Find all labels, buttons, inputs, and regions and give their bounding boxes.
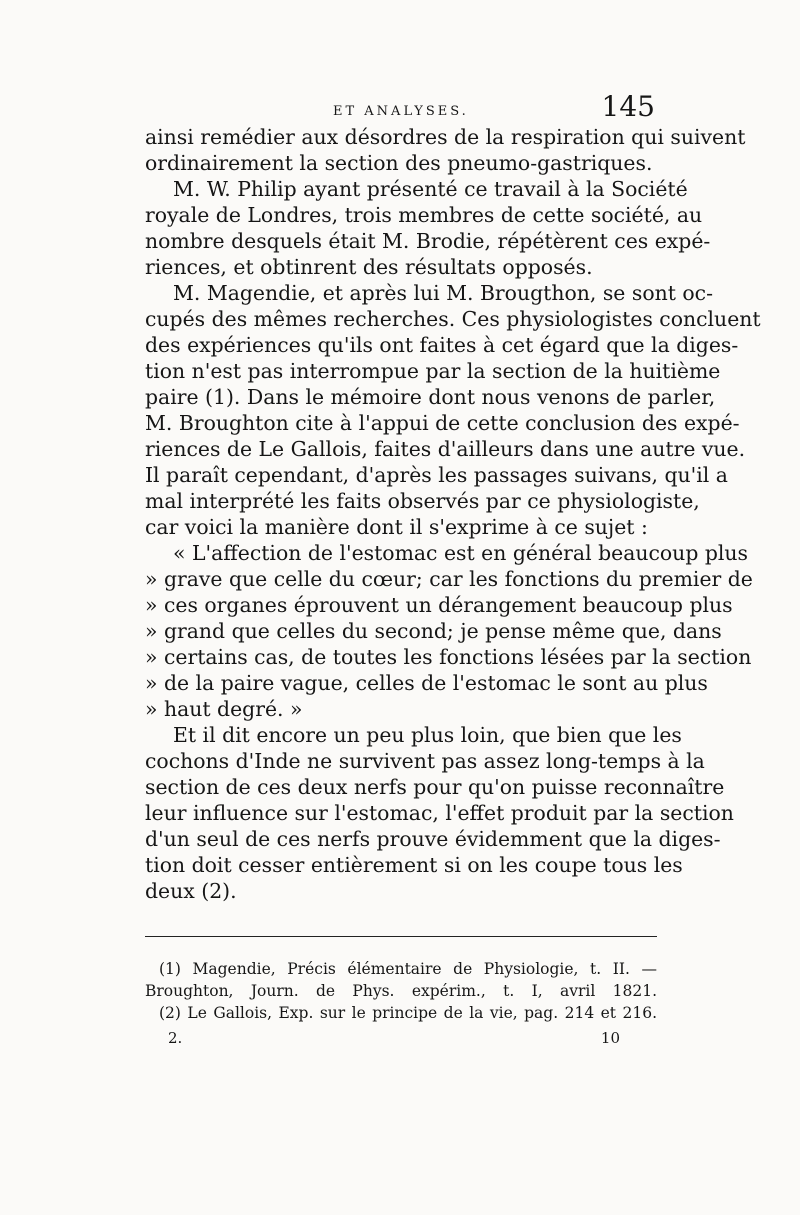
footnote-divider bbox=[145, 936, 657, 937]
quote-line: » certains cas, de toutes les fonctions lésées par la section bbox=[145, 645, 752, 669]
text-line: deux (2). bbox=[145, 879, 237, 903]
signature-mark: 2. bbox=[168, 1029, 183, 1047]
text-line: cochons d'Inde ne survivent pas assez long-temps à la bbox=[145, 749, 705, 773]
footnote-line: (1) Magendie, Précis élémentaire de Physiologie, t. II. — bbox=[159, 960, 657, 978]
text-line: leur influence sur l'estomac, l'effet produit par la section bbox=[145, 801, 734, 825]
footnotes bbox=[145, 958, 657, 1024]
text-line: M. Magendie, et après lui M. Brougthon, se sont oc- bbox=[173, 281, 713, 305]
text-line: ainsi remédier aux désordres de la respiration qui suivent bbox=[145, 125, 746, 149]
text-line: Il paraît cependant, d'après les passages suivans, qu'il a bbox=[145, 463, 728, 487]
text-line: section de ces deux nerfs pour qu'on puisse reconnaître bbox=[145, 775, 725, 799]
running-title: ET ANALYSES. bbox=[333, 104, 469, 119]
text-line: riences, et obtinrent des résultats opposés. bbox=[145, 255, 593, 279]
text-line: riences de Le Gallois, faites d'ailleurs dans une autre vue. bbox=[145, 437, 746, 461]
signature-page: 10 bbox=[600, 1029, 620, 1047]
page-number: 145 bbox=[601, 90, 655, 123]
quote-line: » grand que celles du second; je pense même que, dans bbox=[145, 619, 722, 643]
quote-line: » grave que celle du cœur; car les fonctions du premier de bbox=[145, 567, 753, 591]
body-text bbox=[145, 124, 761, 904]
text-line: cupés des mêmes recherches. Ces physiologistes concluent bbox=[145, 307, 761, 331]
text-line: ordinairement la section des pneumo-gastriques. bbox=[145, 151, 653, 175]
footnote-line: Broughton, Journ. de Phys. expérim., t. I, avril 1821. bbox=[145, 982, 657, 1000]
text-line: mal interprété les faits observés par ce physiologiste, bbox=[145, 489, 700, 513]
text-line: tion n'est pas interrompue par la section de la huitième bbox=[145, 359, 721, 383]
text-line: nombre desquels était M. Brodie, répétèrent ces expé- bbox=[145, 229, 711, 253]
footnote-line: (2) Le Gallois, Exp. sur le principe de la vie, pag. 214 et 216. bbox=[159, 1004, 657, 1022]
text-line: des expériences qu'ils ont faites à cet égard que la diges- bbox=[145, 333, 739, 357]
quote-line: » de la paire vague, celles de l'estomac le sont au plus bbox=[145, 671, 708, 695]
text-line: paire (1). Dans le mémoire dont nous venons de parler, bbox=[145, 385, 716, 409]
text-line: royale de Londres, trois membres de cette société, au bbox=[145, 203, 703, 227]
text-line: Et il dit encore un peu plus loin, que bien que les bbox=[173, 723, 682, 747]
quote-line: « L'affection de l'estomac est en général beaucoup plus bbox=[173, 541, 749, 565]
text-line: tion doit cesser entièrement si on les coupe tous les bbox=[145, 853, 683, 877]
quote-line: » haut degré. » bbox=[145, 697, 303, 721]
quote-line: » ces organes éprouvent un dérangement beaucoup plus bbox=[145, 593, 733, 617]
text-line: M. Broughton cite à l'appui de cette conclusion des expé- bbox=[145, 411, 740, 435]
text-line: M. W. Philip ayant présenté ce travail à la Société bbox=[173, 177, 688, 201]
text-line: car voici la manière dont il s'exprime à ce sujet : bbox=[145, 515, 648, 539]
text-line: d'un seul de ces nerfs prouve évidemment que la diges- bbox=[145, 827, 721, 851]
